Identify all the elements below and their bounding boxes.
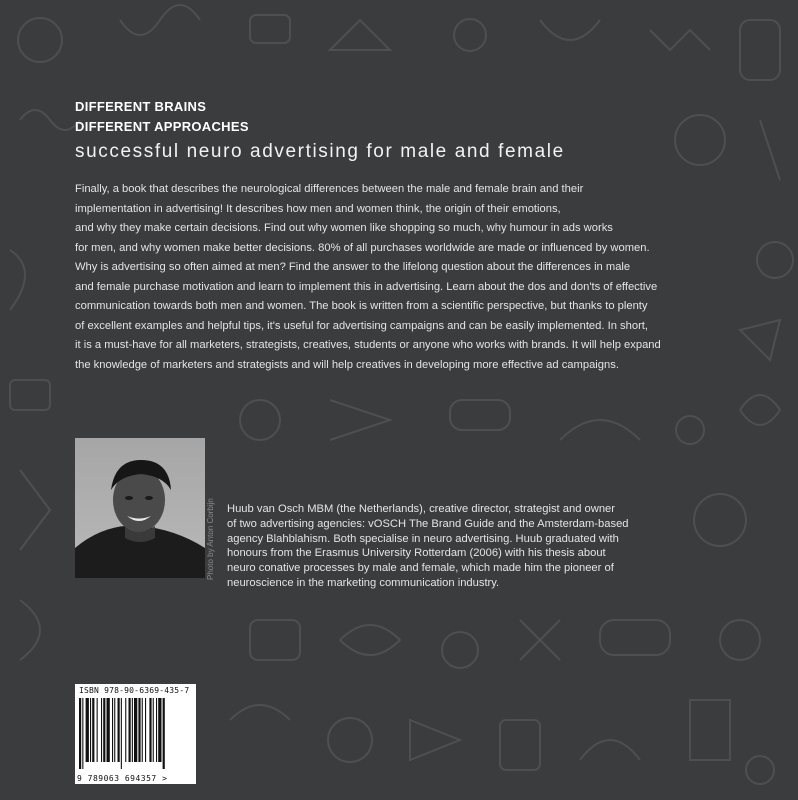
photo-credit: Photo by Anton Corbijn	[206, 498, 215, 580]
barcode-bar	[118, 698, 120, 762]
description-line: Finally, a book that describes the neurological differences between the male and female brain and their	[75, 183, 584, 195]
barcode-bar	[107, 698, 110, 762]
author-photo	[75, 438, 205, 578]
barcode-bar	[90, 698, 91, 762]
barcode-bar	[145, 698, 146, 762]
heading-block	[75, 97, 565, 163]
barcode-bar	[125, 698, 126, 762]
barcode-digits: 9 789063 694357 >	[77, 774, 168, 783]
description-line: it is a must-have for all marketers, strategists, creatives, students or anyone who works with brands. It will help expand	[75, 339, 661, 351]
heading-line-1: DIFFERENT BRAINS	[75, 99, 207, 114]
barcode-bar	[114, 698, 115, 762]
isbn-label: ISBN 978-90-6369-435-7	[79, 686, 190, 695]
description-line: of excellent examples and helpful tips, it's useful for advertising campaigns and can be easily implemented. In short,	[75, 319, 649, 332]
barcode-bar	[149, 698, 151, 762]
barcode-bar	[82, 698, 83, 769]
description-line: communication towards both men and women. The book is written from a scientific perspective, but thanks to plenty	[75, 300, 648, 312]
description-line: and female purchase motivation and learn to implement this in advertising. Learn about the dos and don'ts of effective	[75, 280, 658, 293]
isbn-barcode	[75, 684, 196, 784]
description-line: implementation in advertising! It describes how men and women think, the origin of their emotions,	[75, 202, 561, 215]
bio-line: of two advertising agencies: vOSCH The Brand Guide and the Amsterdam-based	[227, 517, 629, 530]
author-bio	[227, 502, 667, 591]
barcode-bar	[138, 698, 140, 762]
barcode-bar	[103, 698, 105, 762]
barcode-bar	[92, 698, 94, 762]
barcode-bar	[121, 698, 122, 769]
description-line: and why they make certain decisions. Find out why women like shopping so much, why humour in ads works	[75, 222, 613, 234]
book-description	[75, 180, 735, 375]
barcode-bar	[79, 698, 81, 769]
barcode-bar	[163, 698, 165, 769]
description-line: the knowledge of marketers and strategists and will help creatives in developing more effective ad campaigns.	[75, 358, 619, 371]
barcode-bar	[112, 698, 113, 762]
barcode-bar	[134, 698, 137, 762]
barcode-bar	[156, 698, 157, 762]
barcode-bars	[79, 698, 192, 769]
bio-line: Huub van Osch MBM (the Netherlands), creative director, strategist and owner	[227, 503, 616, 515]
bio-line: neuro conative processes by male and female, which made him the pioneer of	[227, 562, 614, 575]
description-line: for men, and why women make better decisions. 80% of all purchases worldwide are made or influenced by women.	[75, 241, 650, 254]
barcode-bar	[86, 698, 89, 762]
barcode-bar	[132, 698, 133, 762]
bio-line: agency Blahblahism. Both specialise in neuro advertising. Huub graduated with	[227, 532, 619, 545]
barcode-bar	[158, 698, 161, 762]
barcode-bar	[101, 698, 102, 762]
description-line: Why is advertising so often aimed at men? Find the answer to the lifelong question about the differences in male	[75, 261, 631, 273]
barcode-bar	[129, 698, 131, 762]
bio-line: neuroscience in the marketing communication industry.	[227, 576, 500, 589]
heading-line-2: DIFFERENT APPROACHES	[75, 119, 249, 134]
bio-line: honours from the Erasmus University Rotterdam (2006) with his thesis about	[227, 547, 606, 560]
barcode-bar	[97, 698, 98, 762]
barcode-bar	[153, 698, 154, 762]
barcode-bar	[142, 698, 143, 762]
subtitle: successful neuro advertising for male and female	[75, 141, 565, 162]
